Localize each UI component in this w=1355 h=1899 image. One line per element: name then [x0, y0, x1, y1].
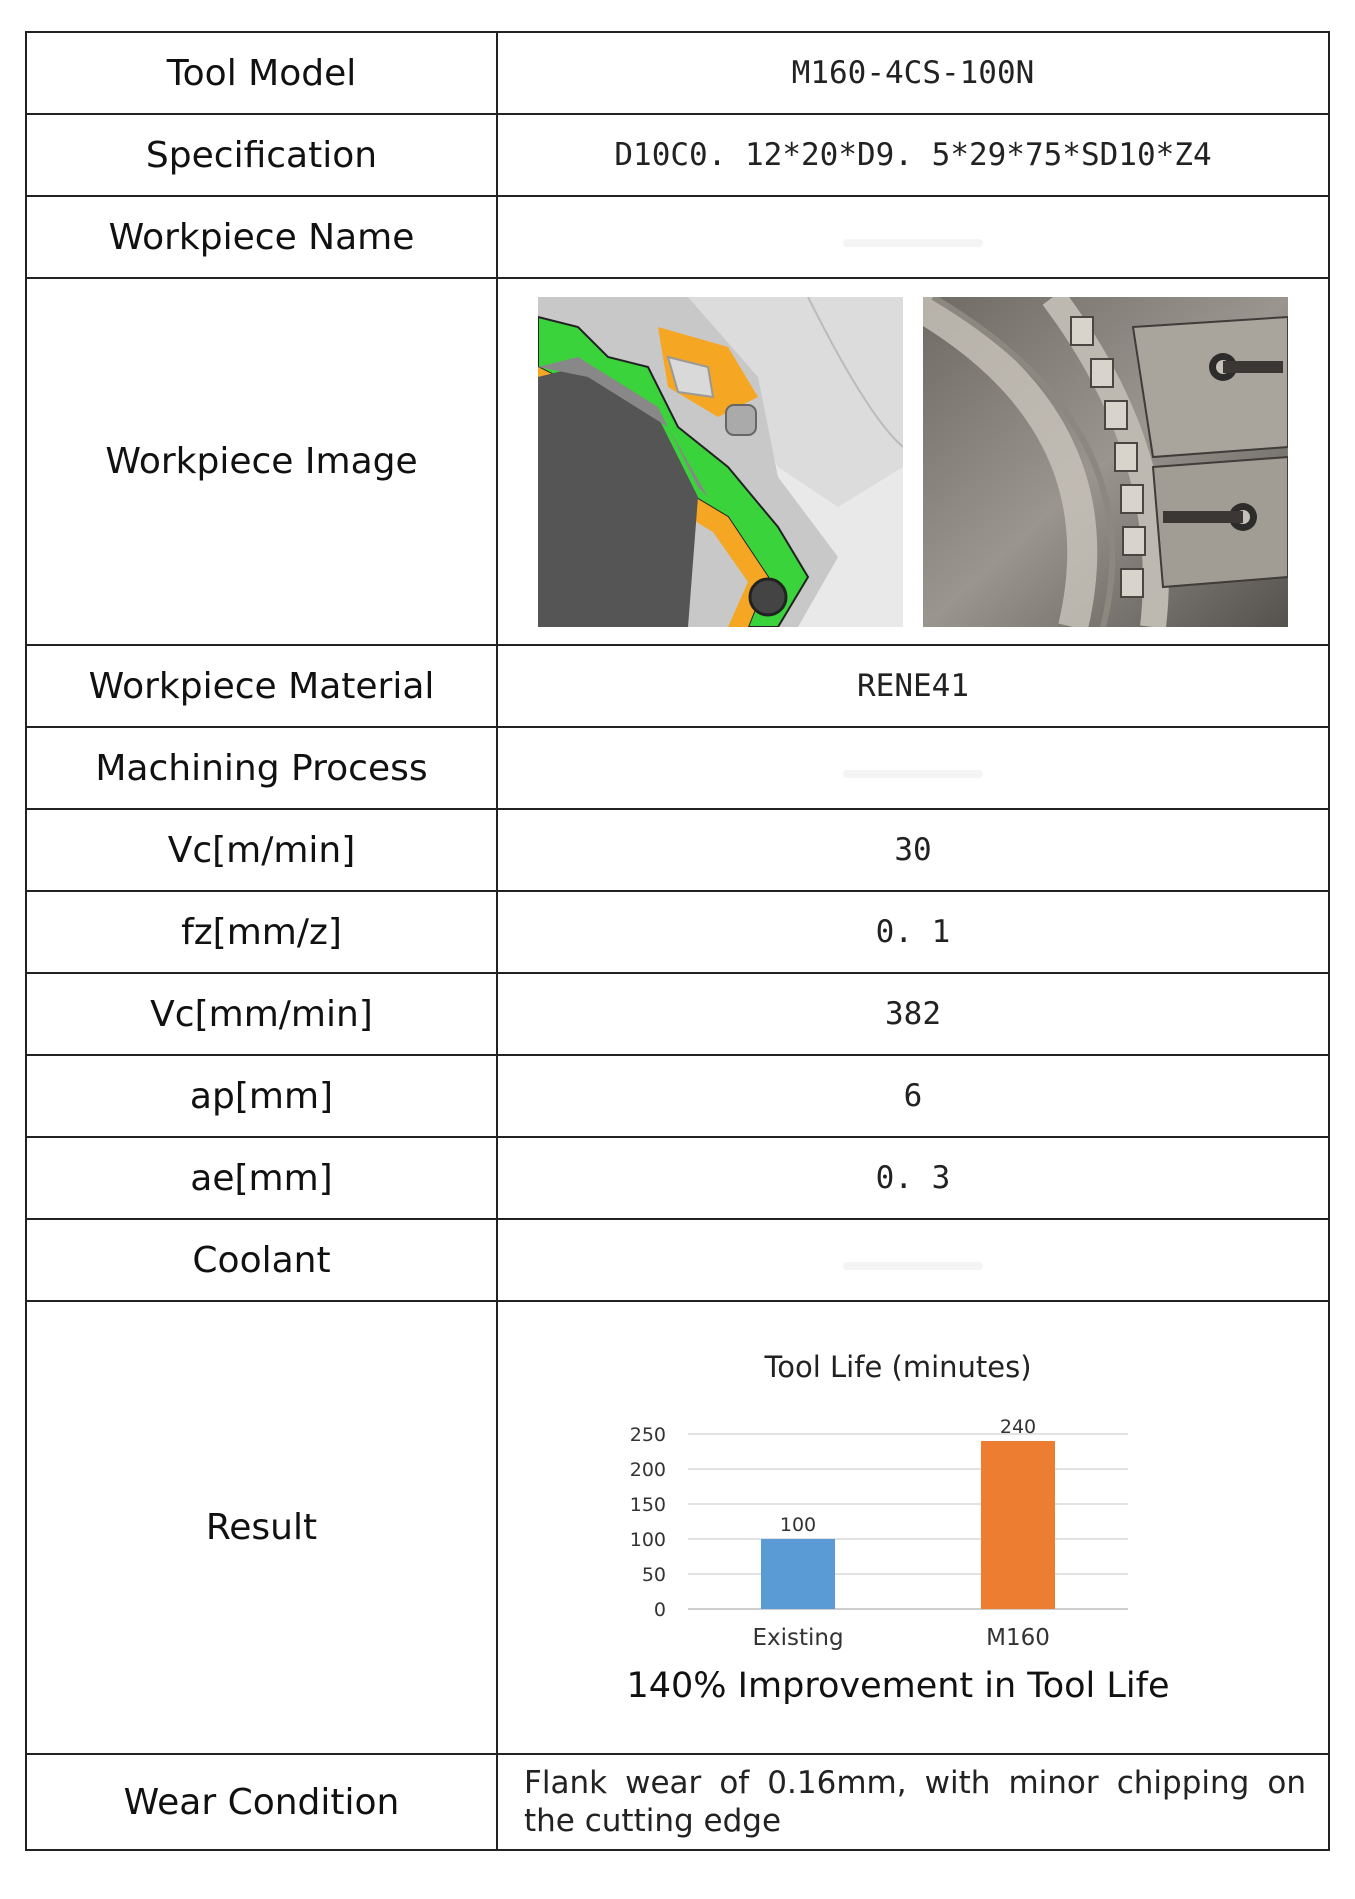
- specification-label: Specification: [26, 114, 497, 196]
- row-tool-model: [26, 32, 1329, 114]
- workpiece-image-label: Workpiece Image: [26, 278, 497, 645]
- redacted-mark: [843, 770, 983, 778]
- ap-value: 6: [497, 1055, 1329, 1137]
- workpiece-material-value: RENE41: [497, 645, 1329, 727]
- row-workpiece-material: [26, 645, 1329, 727]
- y-tick-label: 50: [641, 1563, 666, 1586]
- feed-rate-label: Vc[mm/min]: [26, 973, 497, 1055]
- row-workpiece-image: [26, 278, 1329, 645]
- redacted-mark: [843, 1262, 983, 1270]
- bar-existing: [761, 1539, 835, 1609]
- tool-spec-table: [25, 31, 1330, 1851]
- tool-model-label: Tool Model: [26, 32, 497, 114]
- data-label: 100: [779, 1513, 817, 1536]
- wear-condition-cell: [497, 1754, 1329, 1850]
- wear-condition-label: Wear Condition: [26, 1754, 497, 1850]
- row-ae: [26, 1137, 1329, 1219]
- row-workpiece-name: [26, 196, 1329, 278]
- cad-model-image: [538, 297, 903, 627]
- bar-m160: [981, 1441, 1055, 1609]
- row-fz: [26, 891, 1329, 973]
- coolant-value: [497, 1219, 1329, 1301]
- vc-label: Vc[m/min]: [26, 809, 497, 891]
- fz-value: 0. 1: [497, 891, 1329, 973]
- row-vc: [26, 809, 1329, 891]
- redacted-mark: [843, 239, 983, 247]
- tool-model-value: M160-4CS-100N: [497, 32, 1329, 114]
- specification-value: D10C0. 12*20*D9. 5*29*75*SD10*Z4: [497, 114, 1329, 196]
- workpiece-name-label: Workpiece Name: [26, 196, 497, 278]
- ap-label: ap[mm]: [26, 1055, 497, 1137]
- y-tick-label: 100: [629, 1528, 666, 1551]
- workpiece-name-value: [497, 196, 1329, 278]
- x-tick-label: Existing: [752, 1624, 844, 1651]
- row-ap: [26, 1055, 1329, 1137]
- result-label: Result: [26, 1301, 497, 1754]
- tool-life-chart: [628, 1404, 1228, 1654]
- row-feed-rate: [26, 973, 1329, 1055]
- improvement-text: 140% Improvement in Tool Life: [626, 1665, 1170, 1706]
- row-wear-condition: [26, 1754, 1329, 1850]
- row-machining-process: [26, 727, 1329, 809]
- ae-label: ae[mm]: [26, 1137, 497, 1219]
- y-tick-label: 250: [629, 1423, 666, 1446]
- fz-label: fz[mm/z]: [26, 891, 497, 973]
- workpiece-image-cell: [497, 278, 1329, 645]
- row-specification: [26, 114, 1329, 196]
- row-coolant: [26, 1219, 1329, 1301]
- row-result: [26, 1301, 1329, 1754]
- y-tick-label: 200: [629, 1458, 666, 1481]
- machined-part-photo: [923, 297, 1288, 627]
- coolant-label: Coolant: [26, 1219, 497, 1301]
- y-tick-label: 150: [629, 1493, 666, 1516]
- vc-value: 30: [497, 809, 1329, 891]
- chart-title: Tool Life (minutes): [764, 1349, 1032, 1384]
- machining-process-value: [497, 727, 1329, 809]
- data-label: 240: [999, 1415, 1037, 1438]
- x-tick-label: M160: [986, 1624, 1050, 1651]
- y-tick-label: 0: [653, 1598, 666, 1621]
- machining-process-label: Machining Process: [26, 727, 497, 809]
- feed-rate-value: 382: [497, 973, 1329, 1055]
- workpiece-material-label: Workpiece Material: [26, 645, 497, 727]
- result-cell: [497, 1301, 1329, 1754]
- wear-condition-value: Flank wear of 0.16mm, with minor chipping on the cutting edge: [524, 1765, 1306, 1839]
- ae-value: 0. 3: [497, 1137, 1329, 1219]
